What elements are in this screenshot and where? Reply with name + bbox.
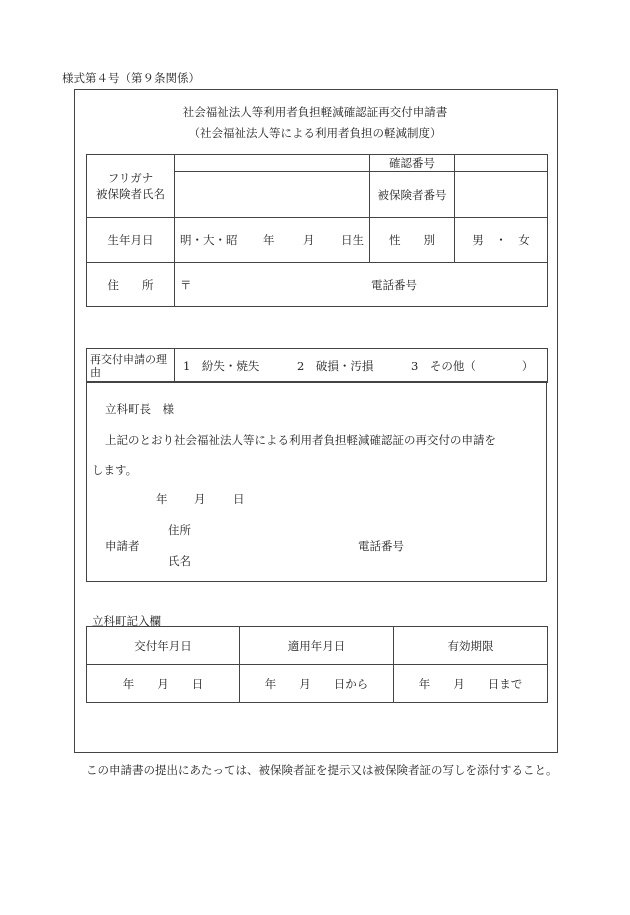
office-use-table bbox=[86, 626, 548, 703]
apply-date-header: 適用年月日 bbox=[240, 627, 394, 665]
furigana-field[interactable] bbox=[175, 155, 370, 172]
applicant-label: 申請者 bbox=[105, 539, 140, 553]
request-body-line2: します。 bbox=[92, 463, 138, 477]
applicant-table bbox=[86, 154, 548, 307]
insured-name-label: 被保険者氏名 bbox=[96, 187, 165, 201]
valid-until-header: 有効期限 bbox=[394, 627, 548, 665]
apply-date-field[interactable]: 年 月 日から bbox=[240, 665, 394, 703]
name-label-cell bbox=[87, 155, 175, 218]
address-field[interactable] bbox=[175, 263, 548, 307]
request-body-line1: 上記のとおり社会福祉法人等による利用者負担軽減確認証の再交付の申請を bbox=[105, 433, 496, 447]
insured-no-label: 被保険者番号 bbox=[370, 172, 455, 218]
issue-date-field[interactable]: 年 月 日 bbox=[87, 665, 240, 703]
birth-label: 生年月日 bbox=[87, 218, 175, 263]
valid-until-field[interactable]: 年 月 日まで bbox=[394, 665, 548, 703]
applicant-phone-label: 電話番号 bbox=[358, 539, 404, 553]
furigana-label: フリガナ bbox=[107, 171, 154, 185]
insured-name-field[interactable] bbox=[175, 172, 370, 218]
issue-date-header: 交付年月日 bbox=[87, 627, 240, 665]
reason-table bbox=[86, 348, 548, 383]
era-options: 明・大・昭 bbox=[180, 233, 238, 247]
confirm-no-label: 確認番号 bbox=[370, 155, 455, 172]
form-subtitle: （社会福祉法人等による利用者負担の軽減制度） bbox=[188, 126, 442, 140]
date-year-unit: 年 bbox=[156, 492, 168, 506]
birth-day-unit: 日生 bbox=[341, 233, 364, 247]
sex-label: 性 別 bbox=[370, 218, 455, 263]
birth-year-unit: 年 bbox=[263, 233, 275, 247]
insured-no-field[interactable] bbox=[455, 172, 548, 218]
reason-label: 再交付申請の理由 bbox=[87, 349, 175, 383]
reason-options bbox=[175, 349, 548, 383]
phone-label: 電話番号 bbox=[371, 277, 417, 292]
confirm-no-field[interactable] bbox=[455, 155, 548, 172]
footnote: この申請書の提出にあたっては、被保険者証を提示又は被保険者証の写しを添付すること。 bbox=[86, 763, 558, 777]
sex-options[interactable]: 男 ・ 女 bbox=[455, 218, 548, 263]
applicant-address-label: 住所 bbox=[168, 523, 191, 537]
form-number: 様式第４号（第９条関係） bbox=[62, 71, 200, 85]
addressee: 立科町長 様 bbox=[105, 402, 174, 416]
office-use-label: 立科町記入欄 bbox=[92, 614, 161, 628]
postal-mark: 〒 bbox=[180, 277, 192, 292]
form-title: 社会福祉法人等利用者負担軽減確認証再交付申請書 bbox=[182, 105, 448, 119]
date-day-unit: 日 bbox=[233, 492, 245, 506]
address-label: 住 所 bbox=[87, 263, 175, 307]
birth-field[interactable] bbox=[175, 218, 370, 263]
reason-option-damaged[interactable]: 2 破損・汚損 bbox=[297, 358, 374, 373]
date-month-unit: 月 bbox=[194, 492, 206, 506]
reason-option-lost[interactable]: 1 紛失・焼失 bbox=[183, 358, 260, 373]
reason-option-other[interactable]: 3 その他（ ） bbox=[411, 358, 534, 373]
birth-month-unit: 月 bbox=[303, 233, 315, 247]
applicant-name-label: 氏名 bbox=[168, 554, 191, 568]
